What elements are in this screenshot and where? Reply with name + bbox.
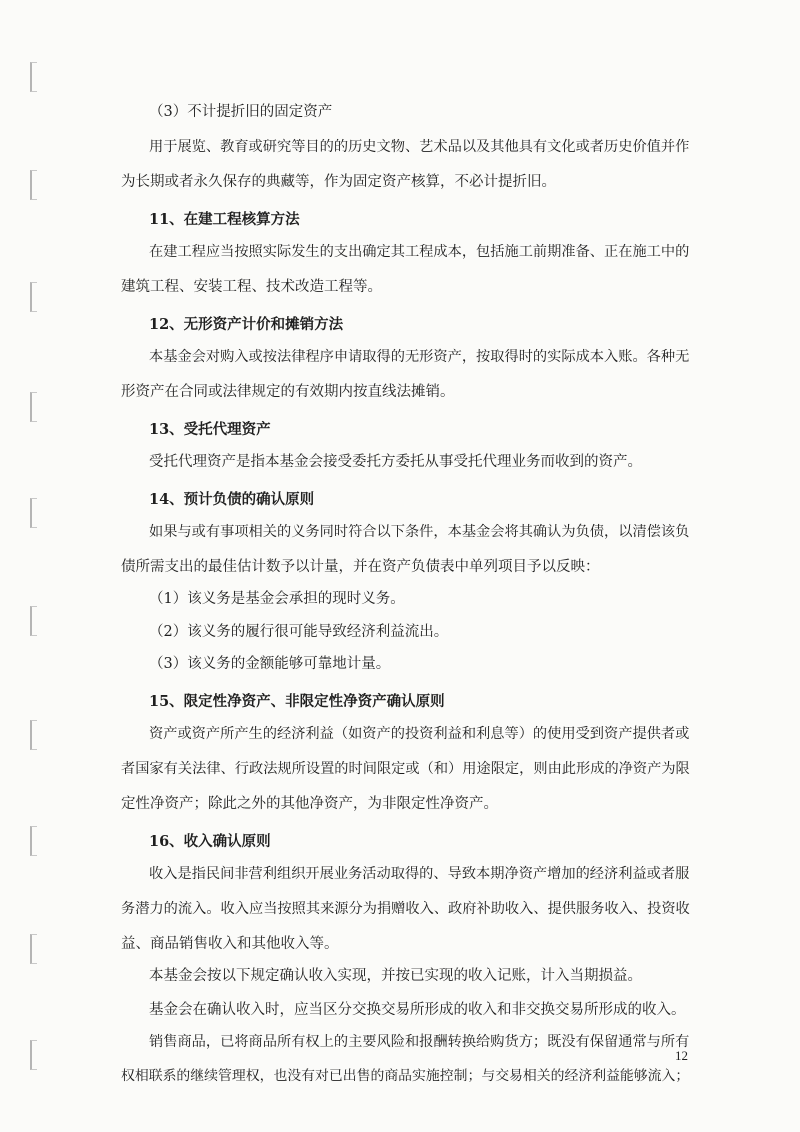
paragraph-line: 权相联系的继续管理权，也没有对已出售的商品实施控制；与交易相关的经济利益能够流入； <box>121 1068 690 1084</box>
paragraph-line: 建筑工程、安装工程、技术改造工程等。 <box>121 279 382 295</box>
paragraph-line: 本基金会对购入或按法律程序申请取得的无形资产，按取得时的实际成本入账。各种无 <box>149 349 690 365</box>
paragraph-line: 用于展览、教育或研究等目的的历史文物、艺术品以及其他具有文化或者历史价值并作 <box>149 139 690 155</box>
paragraph-line: 本基金会按以下规定确认收入实现，并按已实现的收入记账，计入当期损益。 <box>149 968 642 984</box>
binding-hole-mark <box>30 1040 37 1070</box>
section-heading: 15、限定性净资产、非限定性净资产确认原则 <box>149 693 445 710</box>
paragraph-line: （2）该义务的履行很可能导致经济利益流出。 <box>149 624 449 640</box>
paragraph-line: （3）不计提折旧的固定资产 <box>149 104 333 120</box>
binding-hole-mark <box>30 62 37 92</box>
paragraph-line: 者国家有关法律、行政法规所设置的时间限定或（和）用途限定，则由此形成的净资产为限 <box>121 761 690 777</box>
section-heading: 13、受托代理资产 <box>149 421 271 438</box>
paragraph-line: 益、商品销售收入和其他收入等。 <box>121 936 339 952</box>
paragraph-line: （3）该义务的金额能够可靠地计量。 <box>149 656 391 672</box>
binding-hole-mark <box>30 392 37 422</box>
paragraph-line: 务潜力的流入。收入应当按照其来源分为捐赠收入、政府补助收入、提供服务收入、投资收 <box>121 901 690 917</box>
binding-hole-mark <box>30 606 37 636</box>
section-heading: 11、在建工程核算方法 <box>149 211 300 228</box>
paragraph-line: 资产或资产所产生的经济利益（如资产的投资利益和利息等）的使用受到资产提供者或 <box>149 726 690 742</box>
paragraph-line: 销售商品，已将商品所有权上的主要风险和报酬转换给购货方；既没有保留通常与所有 <box>149 1034 690 1050</box>
section-heading: 12、无形资产计价和摊销方法 <box>149 316 344 333</box>
paragraph-line: 为长期或者永久保存的典藏等，作为固定资产核算，不必计提折旧。 <box>121 174 556 190</box>
binding-hole-mark <box>30 720 37 750</box>
section-heading: 16、收入确认原则 <box>149 833 271 850</box>
paragraph-line: 定性净资产；除此之外的其他净资产，为非限定性净资产。 <box>121 796 498 812</box>
binding-hole-mark <box>30 934 37 964</box>
paragraph-line: 受托代理资产是指本基金会接受委托方委托从事受托代理业务而收到的资产。 <box>149 454 642 470</box>
paragraph-line: 如果与或有事项相关的义务同时符合以下条件，本基金会将其确认为负债，以清偿该负 <box>149 524 690 540</box>
paragraph-line: 债所需支出的最佳估计数予以计量，并在资产负债表中单列项目予以反映： <box>121 559 600 575</box>
binding-hole-mark <box>30 498 37 528</box>
binding-hole-mark <box>30 170 37 200</box>
paragraph-line: 形资产在合同或法律规定的有效期内按直线法摊销。 <box>121 384 455 400</box>
binding-hole-mark <box>30 826 37 856</box>
paragraph-line: （1）该义务是基金会承担的现时义务。 <box>149 591 405 607</box>
paragraph-line: 基金会在确认收入时，应当区分交换交易所形成的收入和非交换交易所形成的收入。 <box>149 1002 686 1018</box>
paragraph-line: 在建工程应当按照实际发生的支出确定其工程成本，包括施工前期准备、正在施工中的 <box>149 244 690 260</box>
binding-hole-mark <box>30 282 37 312</box>
section-heading: 14、预计负债的确认原则 <box>149 491 315 508</box>
paragraph-line: 收入是指民间非营利组织开展业务活动取得的、导致本期净资产增加的经济利益或者服 <box>149 866 690 882</box>
page-number: 12 <box>675 1048 688 1063</box>
